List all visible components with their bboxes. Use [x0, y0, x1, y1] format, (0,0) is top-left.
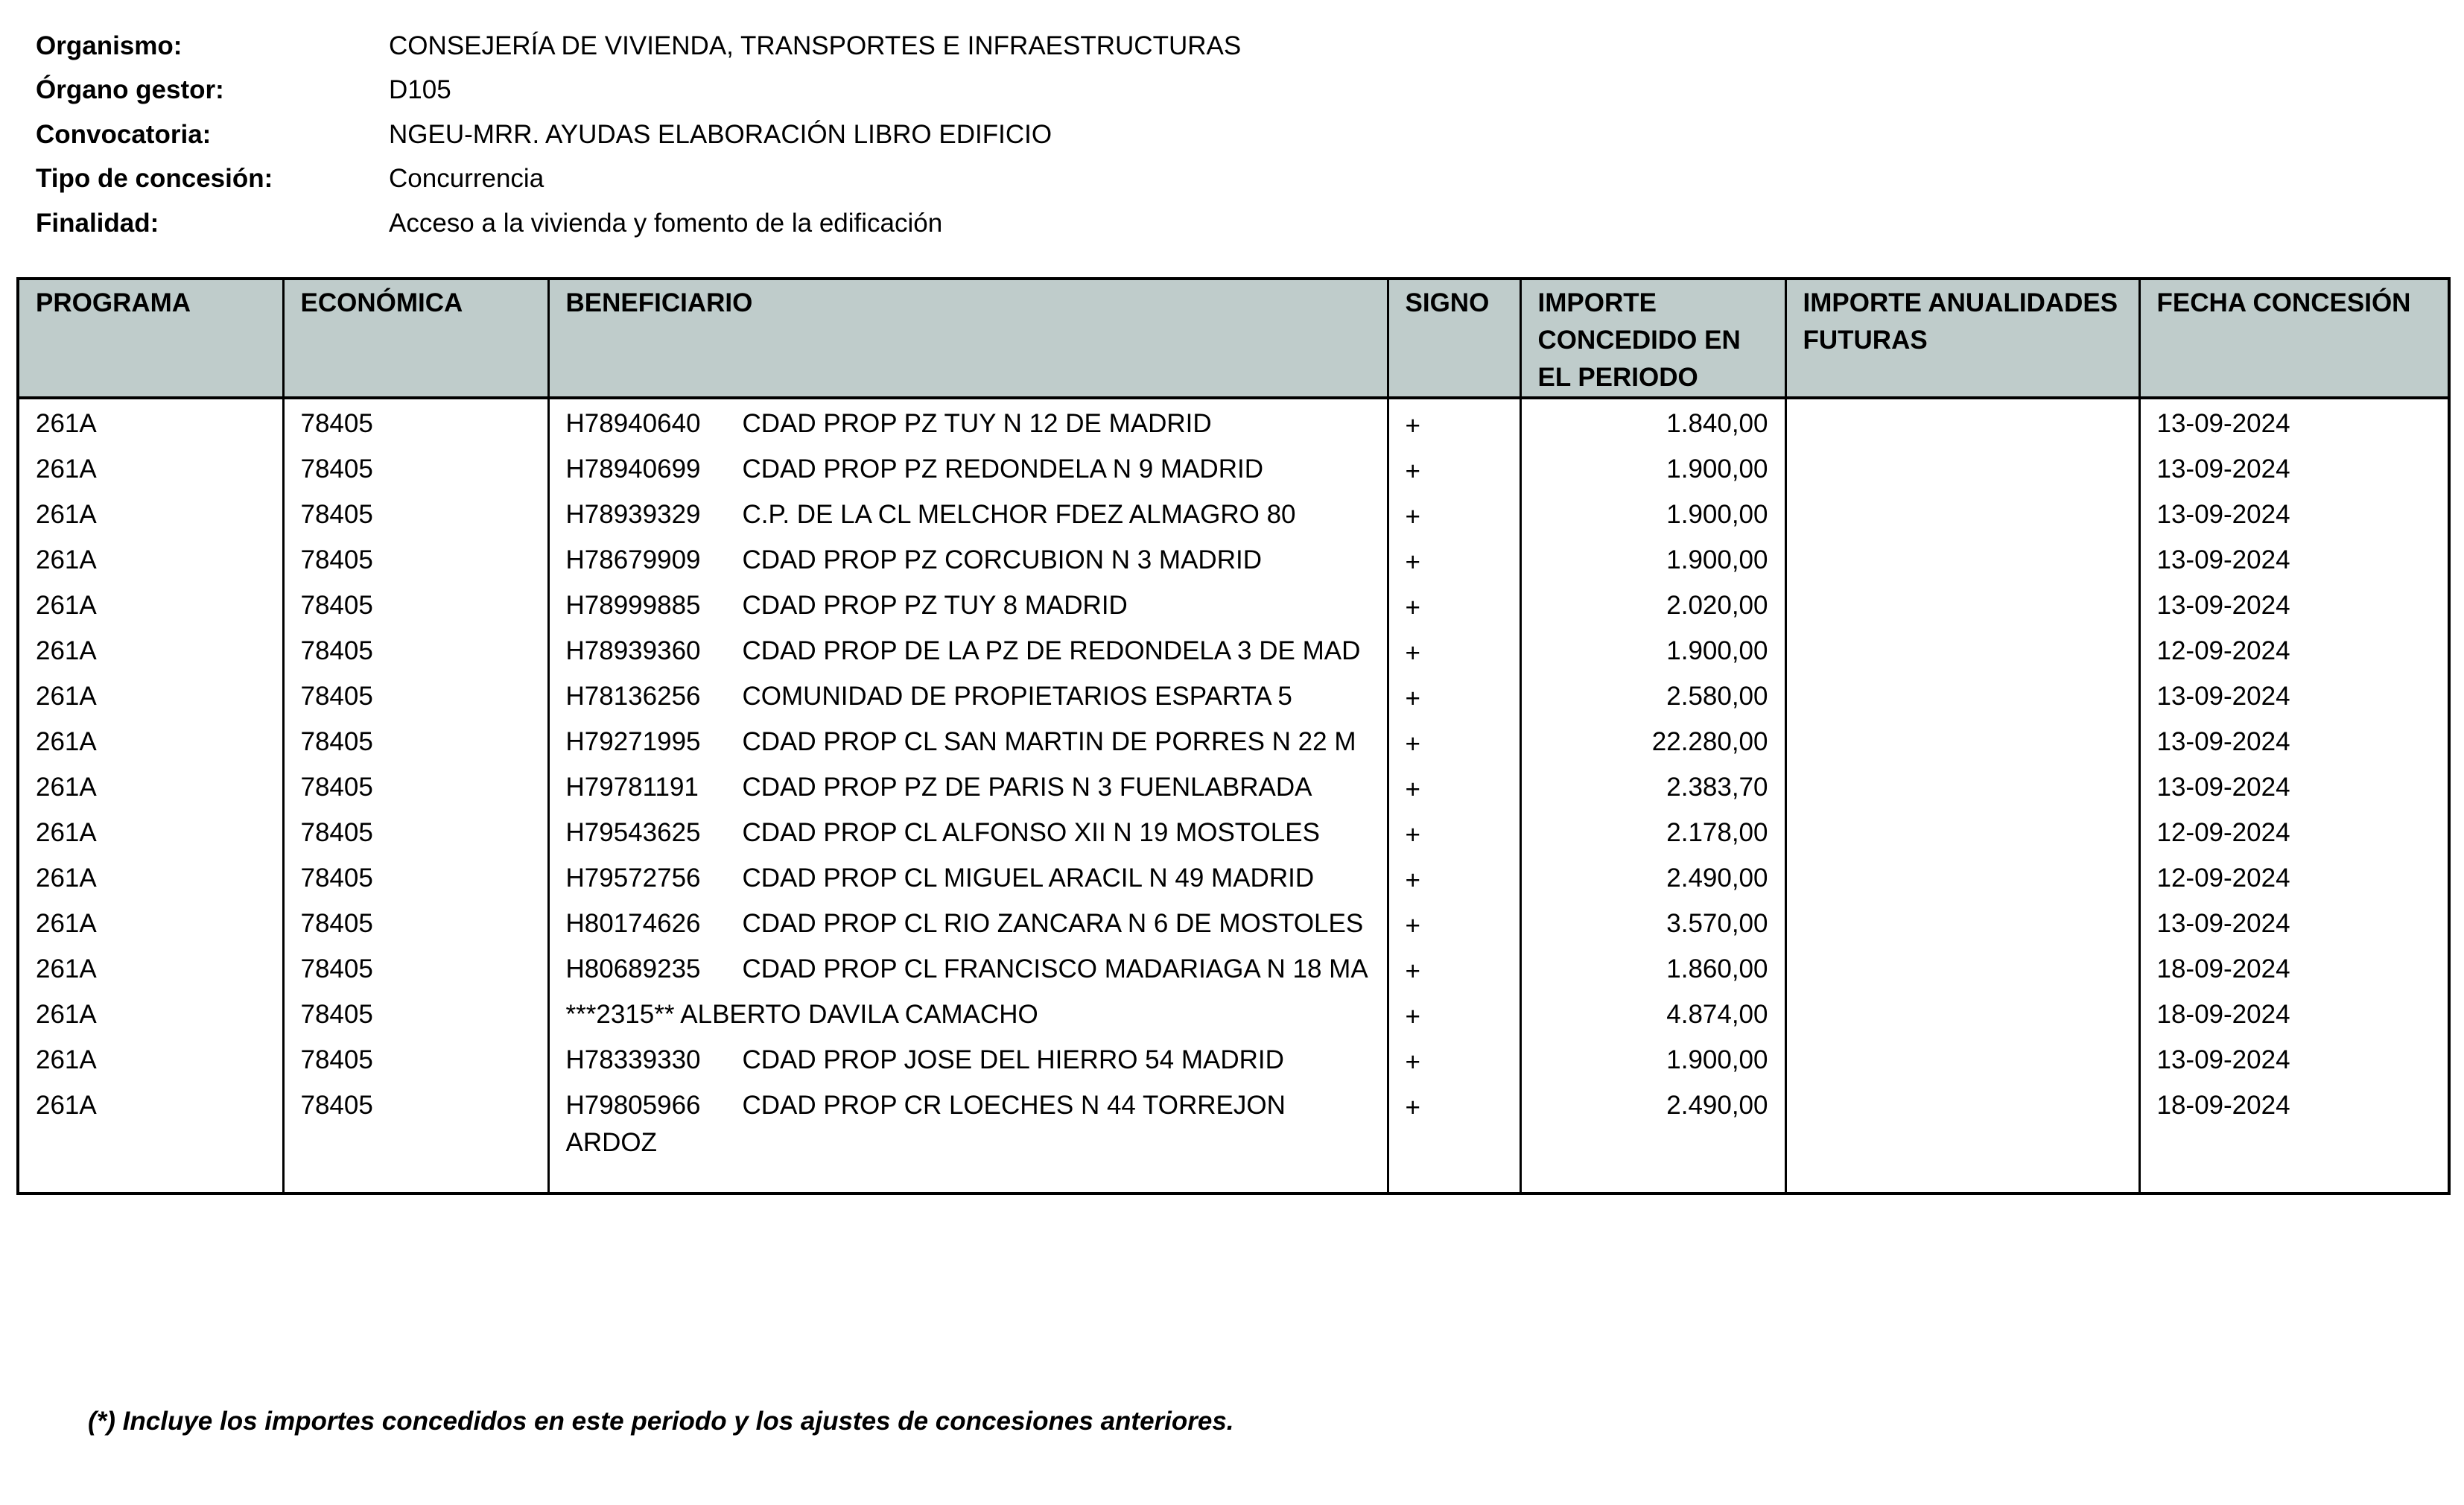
cell-beneficiario [548, 717, 1388, 763]
cell-importe-anualidades [1785, 536, 2139, 581]
table-row [18, 398, 2449, 445]
cell-economica: 78405 [283, 1081, 548, 1162]
cell-signo: + [1388, 763, 1520, 808]
beneficiario-nif: H78939360 [565, 636, 701, 665]
footnote: (*) Incluye los importes concedidos en este periodo y los ajustes de concesiones anteriores. [88, 1407, 1234, 1436]
filler-cell [1785, 1162, 2139, 1194]
cell-importe-anualidades [1785, 945, 2139, 990]
cell-programa: 261A [18, 1081, 283, 1162]
cell-programa: 261A [18, 398, 283, 445]
cell-importe-anualidades [1785, 717, 2139, 763]
cell-importe-anualidades [1785, 899, 2139, 945]
cell-economica: 78405 [283, 945, 548, 990]
cell-fecha-concesion: 13-09-2024 [2139, 763, 2449, 808]
cell-importe-concedido: 1.900,00 [1520, 1036, 1785, 1081]
cell-importe-anualidades [1785, 627, 2139, 672]
cell-programa: 261A [18, 1036, 283, 1081]
cell-importe-anualidades [1785, 490, 2139, 536]
header-fecha-concesion: FECHA CONCESIÓN [2139, 279, 2449, 398]
beneficiario-nombre: CDAD PROP CL SAN MARTIN DE PORRES N 22 M [742, 727, 1356, 756]
cell-beneficiario [548, 808, 1388, 854]
cell-signo: + [1388, 1036, 1520, 1081]
cell-importe-concedido: 3.570,00 [1520, 899, 1785, 945]
table-row [18, 854, 2449, 899]
beneficiario-nombre: CDAD PROP CL FRANCISCO MADARIAGA N 18 MA [742, 954, 1368, 983]
cell-beneficiario [548, 1081, 1388, 1162]
cell-programa: 261A [18, 717, 283, 763]
table-row [18, 490, 2449, 536]
cell-importe-concedido: 4.874,00 [1520, 990, 1785, 1036]
cell-economica: 78405 [283, 627, 548, 672]
cell-fecha-concesion: 13-09-2024 [2139, 445, 2449, 490]
beneficiario-nif: H78136256 [565, 682, 701, 711]
cell-signo: + [1388, 808, 1520, 854]
cell-importe-concedido: 1.900,00 [1520, 490, 1785, 536]
cell-importe-concedido: 2.490,00 [1520, 854, 1785, 899]
cell-signo: + [1388, 398, 1520, 445]
tipo-concesion-row [36, 157, 2121, 202]
beneficiario-nombre: CDAD PROP PZ CORCUBION N 3 MADRID [742, 545, 1262, 574]
header-economica: ECONÓMICA [283, 279, 548, 398]
cell-programa: 261A [18, 808, 283, 854]
organismo-row [36, 24, 2121, 69]
cell-fecha-concesion: 13-09-2024 [2139, 536, 2449, 581]
cell-importe-concedido: 2.490,00 [1520, 1081, 1785, 1162]
cell-importe-anualidades [1785, 672, 2139, 717]
cell-economica: 78405 [283, 808, 548, 854]
tipo-concesion-value: Concurrencia [389, 164, 544, 194]
beneficiario-nombre: CDAD PROP CL ALFONSO XII N 19 MOSTOLES [742, 818, 1320, 847]
beneficiario-nombre: COMUNIDAD DE PROPIETARIOS ESPARTA 5 [742, 682, 1292, 711]
beneficiario-nif: H79572756 [565, 864, 701, 893]
cell-fecha-concesion: 13-09-2024 [2139, 672, 2449, 717]
cell-signo: + [1388, 536, 1520, 581]
beneficiario-nif: H78940640 [565, 409, 701, 438]
filler-cell [1520, 1162, 1785, 1194]
cell-beneficiario [548, 536, 1388, 581]
cell-fecha-concesion: 13-09-2024 [2139, 1036, 2449, 1081]
finalidad-label: Finalidad: [36, 208, 159, 238]
beneficiario-nif: H79781191 [565, 773, 699, 802]
cell-beneficiario [548, 945, 1388, 990]
cell-importe-concedido: 2.580,00 [1520, 672, 1785, 717]
cell-economica: 78405 [283, 854, 548, 899]
filler-cell [1388, 1162, 1520, 1194]
cell-programa: 261A [18, 945, 283, 990]
beneficiario-nif: ***2315** [565, 1000, 675, 1029]
cell-beneficiario [548, 445, 1388, 490]
cell-signo: + [1388, 854, 1520, 899]
cell-importe-concedido: 1.900,00 [1520, 445, 1785, 490]
cell-economica: 78405 [283, 717, 548, 763]
cell-importe-concedido: 1.900,00 [1520, 627, 1785, 672]
cell-importe-anualidades [1785, 990, 2139, 1036]
cell-economica: 78405 [283, 763, 548, 808]
cell-signo: + [1388, 899, 1520, 945]
cell-programa: 261A [18, 763, 283, 808]
cell-fecha-concesion: 13-09-2024 [2139, 717, 2449, 763]
cell-programa: 261A [18, 445, 283, 490]
cell-programa: 261A [18, 672, 283, 717]
finalidad-value: Acceso a la vivienda y fomento de la edificación [389, 208, 943, 238]
convocatoria-value: NGEU-MRR. AYUDAS ELABORACIÓN LIBRO EDIFICIO [389, 119, 1052, 149]
beneficiario-nombre: CDAD PROP CR LOECHES N 44 TORREJON ARDOZ [565, 1091, 1286, 1157]
table-row [18, 808, 2449, 854]
beneficiario-nombre: CDAD PROP CL RIO ZANCARA N 6 DE MOSTOLES [742, 909, 1364, 938]
beneficiario-nif: H80689235 [565, 954, 701, 983]
header-importe-anualidades: IMPORTE ANUALIDADES FUTURAS [1785, 279, 2139, 398]
table-row [18, 1036, 2449, 1081]
cell-fecha-concesion: 12-09-2024 [2139, 627, 2449, 672]
cell-programa: 261A [18, 627, 283, 672]
cell-programa: 261A [18, 899, 283, 945]
cell-beneficiario [548, 672, 1388, 717]
table-filler-row [18, 1162, 2449, 1194]
beneficiario-nombre: CDAD PROP PZ TUY 8 MADRID [742, 591, 1128, 620]
cell-fecha-concesion: 18-09-2024 [2139, 990, 2449, 1036]
cell-signo: + [1388, 717, 1520, 763]
filler-cell [2139, 1162, 2449, 1194]
cell-economica: 78405 [283, 581, 548, 627]
beneficiario-nif: H80174626 [565, 909, 701, 938]
cell-beneficiario [548, 627, 1388, 672]
organo-gestor-value: D105 [389, 75, 451, 105]
beneficiario-nombre: CDAD PROP PZ REDONDELA N 9 MADRID [742, 454, 1263, 484]
cell-importe-concedido: 2.020,00 [1520, 581, 1785, 627]
cell-importe-anualidades [1785, 808, 2139, 854]
document-header [36, 24, 2121, 246]
organismo-value: CONSEJERÍA DE VIVIENDA, TRANSPORTES E INFRAESTRUCTURAS [389, 31, 1242, 60]
table-row [18, 945, 2449, 990]
beneficiario-nif: H78339330 [565, 1045, 701, 1074]
cell-beneficiario [548, 899, 1388, 945]
convocatoria-row [36, 113, 2121, 157]
cell-programa: 261A [18, 581, 283, 627]
organo-gestor-label: Órgano gestor: [36, 75, 224, 105]
cell-importe-anualidades [1785, 445, 2139, 490]
cell-signo: + [1388, 672, 1520, 717]
tipo-concesion-label: Tipo de concesión: [36, 164, 273, 194]
beneficiario-nif: H79805966 [565, 1091, 701, 1120]
cell-importe-anualidades [1785, 581, 2139, 627]
beneficiario-nif: H78939329 [565, 500, 701, 529]
cell-fecha-concesion: 13-09-2024 [2139, 581, 2449, 627]
table-row [18, 1081, 2449, 1162]
table-header-row [18, 279, 2449, 398]
header-beneficiario: BENEFICIARIO [548, 279, 1388, 398]
cell-economica: 78405 [283, 536, 548, 581]
cell-beneficiario [548, 398, 1388, 445]
beneficiario-nif: H78940699 [565, 454, 701, 484]
cell-economica: 78405 [283, 1036, 548, 1081]
cell-importe-anualidades [1785, 854, 2139, 899]
cell-economica: 78405 [283, 398, 548, 445]
cell-signo: + [1388, 490, 1520, 536]
organo-gestor-row [36, 69, 2121, 113]
beneficiario-nombre: CDAD PROP CL MIGUEL ARACIL N 49 MADRID [742, 864, 1315, 893]
cell-importe-concedido: 22.280,00 [1520, 717, 1785, 763]
beneficiario-nombre: CDAD PROP PZ TUY N 12 DE MADRID [742, 409, 1212, 438]
cell-beneficiario [548, 763, 1388, 808]
filler-cell [283, 1162, 548, 1194]
table-row [18, 763, 2449, 808]
cell-importe-concedido: 1.860,00 [1520, 945, 1785, 990]
cell-beneficiario [548, 854, 1388, 899]
beneficiario-nombre: CDAD PROP JOSE DEL HIERRO 54 MADRID [742, 1045, 1284, 1074]
filler-cell [18, 1162, 283, 1194]
beneficiario-nif: H79271995 [565, 727, 701, 756]
table-row [18, 899, 2449, 945]
cell-economica: 78405 [283, 672, 548, 717]
cell-fecha-concesion: 13-09-2024 [2139, 398, 2449, 445]
cell-fecha-concesion: 13-09-2024 [2139, 899, 2449, 945]
cell-beneficiario [548, 490, 1388, 536]
cell-importe-anualidades [1785, 398, 2139, 445]
finalidad-row [36, 201, 2121, 246]
beneficiario-nif: H79543625 [565, 818, 701, 847]
table-row [18, 990, 2449, 1036]
concessions-table [16, 277, 2451, 1195]
cell-programa: 261A [18, 536, 283, 581]
header-importe-concedido: IMPORTE CONCEDIDO EN EL PERIODO [1520, 279, 1785, 398]
cell-importe-anualidades [1785, 1081, 2139, 1162]
cell-programa: 261A [18, 854, 283, 899]
cell-importe-concedido: 1.840,00 [1520, 398, 1785, 445]
cell-importe-concedido: 2.178,00 [1520, 808, 1785, 854]
table-row [18, 581, 2449, 627]
table-row [18, 672, 2449, 717]
cell-signo: + [1388, 627, 1520, 672]
header-signo: SIGNO [1388, 279, 1520, 398]
convocatoria-label: Convocatoria: [36, 119, 212, 149]
cell-signo: + [1388, 990, 1520, 1036]
cell-economica: 78405 [283, 490, 548, 536]
filler-cell [548, 1162, 1388, 1194]
table-row [18, 627, 2449, 672]
header-programa: PROGRAMA [18, 279, 283, 398]
cell-signo: + [1388, 945, 1520, 990]
cell-importe-concedido: 2.383,70 [1520, 763, 1785, 808]
cell-economica: 78405 [283, 899, 548, 945]
cell-importe-concedido: 1.900,00 [1520, 536, 1785, 581]
cell-signo: + [1388, 581, 1520, 627]
beneficiario-nombre: C.P. DE LA CL MELCHOR FDEZ ALMAGRO 80 [742, 500, 1296, 529]
cell-fecha-concesion: 18-09-2024 [2139, 945, 2449, 990]
cell-fecha-concesion: 12-09-2024 [2139, 808, 2449, 854]
beneficiario-nif: H78999885 [565, 591, 701, 620]
cell-programa: 261A [18, 490, 283, 536]
cell-beneficiario [548, 581, 1388, 627]
cell-fecha-concesion: 18-09-2024 [2139, 1081, 2449, 1162]
cell-signo: + [1388, 445, 1520, 490]
beneficiario-nombre: CDAD PROP PZ DE PARIS N 3 FUENLABRADA [742, 773, 1312, 802]
cell-programa: 261A [18, 990, 283, 1036]
cell-beneficiario [548, 990, 1388, 1036]
cell-importe-anualidades [1785, 763, 2139, 808]
cell-signo: + [1388, 1081, 1520, 1162]
table-row [18, 445, 2449, 490]
table-row [18, 717, 2449, 763]
table-row [18, 536, 2449, 581]
organismo-label: Organismo: [36, 31, 182, 60]
beneficiario-nombre: CDAD PROP DE LA PZ DE REDONDELA 3 DE MAD [742, 636, 1361, 665]
cell-economica: 78405 [283, 445, 548, 490]
cell-importe-anualidades [1785, 1036, 2139, 1081]
cell-fecha-concesion: 12-09-2024 [2139, 854, 2449, 899]
beneficiario-nif: H78679909 [565, 545, 701, 574]
beneficiario-nombre: ALBERTO DAVILA CAMACHO [680, 1000, 1038, 1029]
table-body [18, 398, 2449, 1194]
cell-economica: 78405 [283, 990, 548, 1036]
cell-beneficiario [548, 1036, 1388, 1081]
cell-fecha-concesion: 13-09-2024 [2139, 490, 2449, 536]
